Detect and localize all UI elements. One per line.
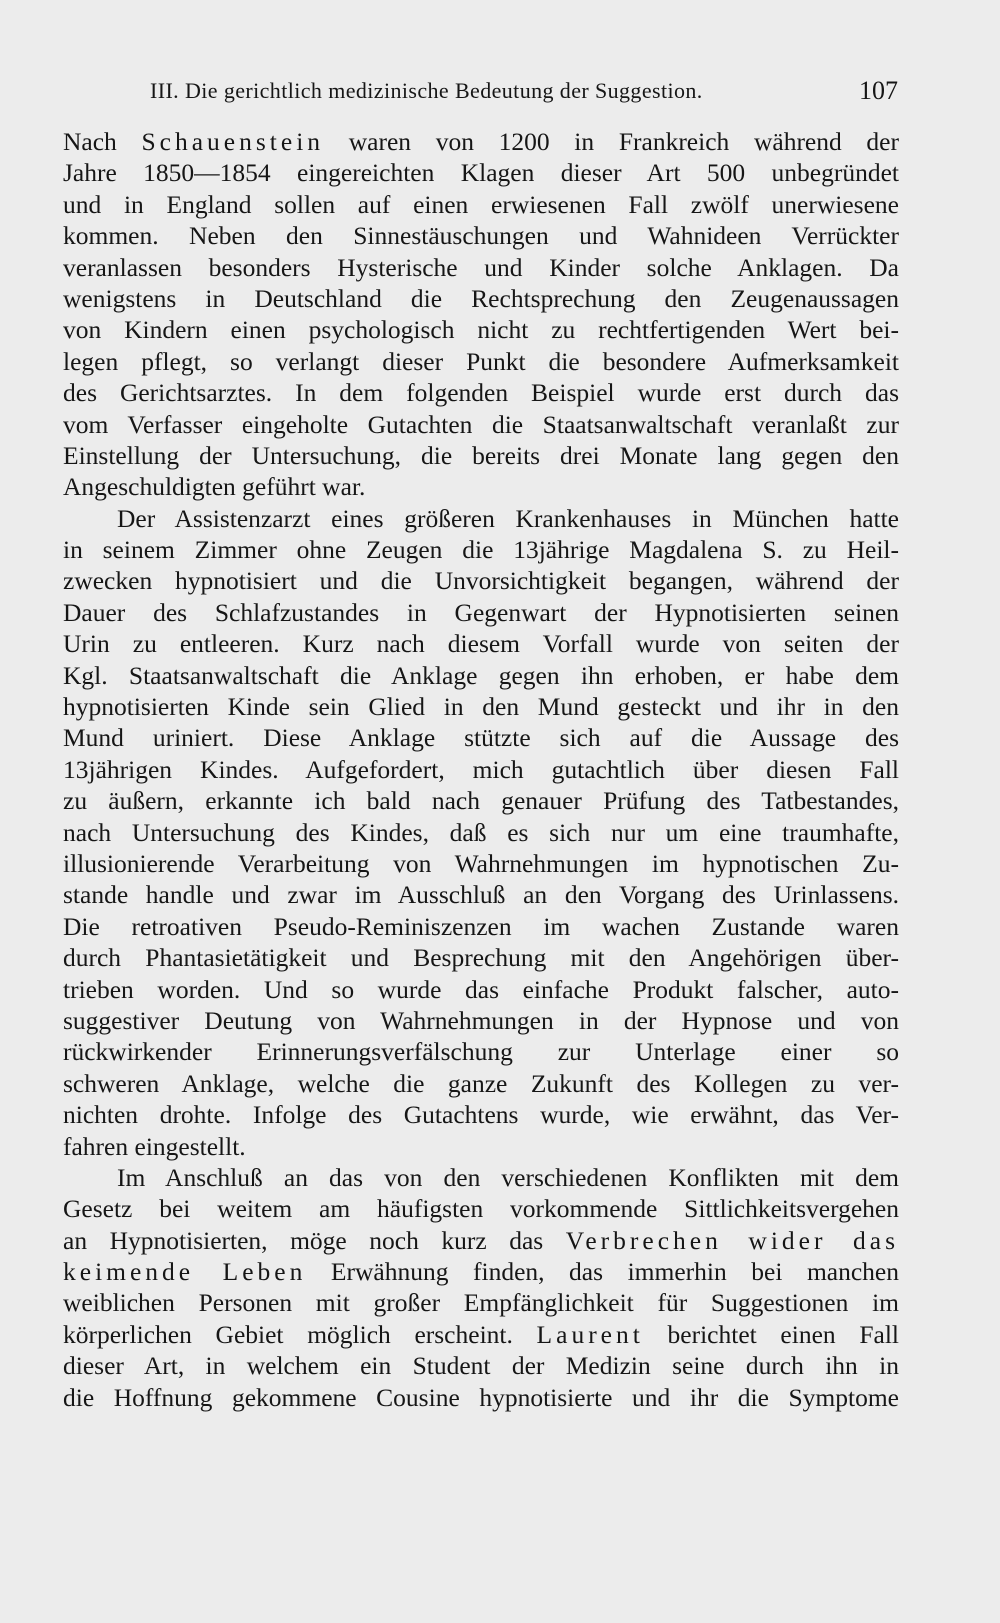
text-line xyxy=(63,754,899,785)
text-segment: waren von 1200 in Frankreich während der xyxy=(324,127,899,156)
text-segment: Jahre 1850—1854 eingereichten Klagen dieser Art 500 unbegründet xyxy=(63,158,899,188)
text-segment: Kgl. Staatsanwaltschaft die Anklage gegen ihn erhoben, er habe dem xyxy=(63,660,899,690)
text-segment: Gesetz bei weitem am häufigsten vorkommende Sittlichkeitsvergehen xyxy=(63,1194,899,1224)
text-line xyxy=(63,157,899,188)
text-line xyxy=(63,628,899,659)
text-line xyxy=(63,126,899,157)
text-segment: Der Assistenzarzt eines größeren Krankenhauses in München hatte xyxy=(117,503,899,533)
text-segment: vom Verfasser eingeholte Gutachten die Staatsanwaltschaft veranlaßt zur xyxy=(63,409,899,439)
text-segment: die Hoffnung gekommene Cousine hypnotisierte und ihr die Symptome xyxy=(63,1382,899,1412)
text-segment: hypnotisierten Kinde sein Glied in den Mund gesteckt und ihr in den xyxy=(63,692,899,722)
text-segment: stande handle und zwar im Ausschluß an den Vorgang des Urinlassens. xyxy=(63,880,899,910)
text-segment: zwecken hypnotisiert und die Unvorsichtigkeit begangen, während der xyxy=(63,566,899,596)
page-number: 107 xyxy=(859,76,898,105)
text-line xyxy=(63,597,899,628)
text-line xyxy=(63,440,899,471)
text-segment: suggestiver Deutung von Wahrnehmungen in der Hypnose und von xyxy=(63,1005,899,1035)
text-line xyxy=(63,660,899,691)
text-line xyxy=(63,409,899,440)
text-line xyxy=(63,1162,899,1193)
text-segment: 13jährigen Kindes. Aufgefordert, mich gutachtlich über diesen Fall xyxy=(63,754,899,784)
text-line xyxy=(63,942,899,973)
text-segment: illusionierende Verarbeitung von Wahrnehmungen im hypnotischen Zu- xyxy=(63,848,899,878)
text-segment: rückwirkender Erinnerungsverfälschung zur Unterlage einer so xyxy=(63,1037,899,1067)
text-line xyxy=(63,691,899,722)
text-segment: Dauer des Schlafzustandes in Gegenwart der Hypnotisierten seinen xyxy=(63,597,899,627)
text-line xyxy=(63,911,899,942)
text-line xyxy=(63,565,899,596)
text-segment: Die retroativen Pseudo-Reminiszenzen im wachen Zustande waren xyxy=(63,911,899,941)
text-segment: kommen. Neben den Sinnestäuschungen und Wahnideen Verrückter xyxy=(63,221,899,251)
text-line xyxy=(63,377,899,408)
text-segment: Urin zu entleeren. Kurz nach diesem Vorfall wurde von seiten der xyxy=(63,629,899,659)
text-line xyxy=(63,817,899,848)
body-text xyxy=(63,126,899,1413)
text-segment: durch Phantasietätigkeit und Besprechung mit den Angehörigen über- xyxy=(63,943,899,973)
text-segment: Einstellung der Untersuchung, die bereits drei Monate lang gegen den xyxy=(63,440,899,470)
text-line xyxy=(63,503,899,534)
spaced-emphasis: Laurent xyxy=(536,1319,644,1349)
text-segment: in seinem Zimmer ohne Zeugen die 13jährige Magdalena S. zu Heil- xyxy=(63,535,899,565)
text-line xyxy=(63,1131,899,1162)
text-line xyxy=(63,879,899,910)
text-segment: berichtet einen Fall xyxy=(643,1319,899,1349)
page-header xyxy=(150,74,898,108)
text-segment: Angeschuldigten geführt war. xyxy=(63,472,366,502)
text-line xyxy=(63,1036,899,1067)
text-line xyxy=(63,1350,899,1381)
text-line xyxy=(63,314,899,345)
text-segment: wenigstens in Deutschland die Rechtsprechung den Zeugenaussagen xyxy=(63,283,899,313)
spaced-emphasis: Schauenstein xyxy=(141,127,325,156)
text-line xyxy=(63,1225,899,1256)
text-line xyxy=(63,346,899,377)
text-segment: Nach xyxy=(63,127,142,156)
text-line xyxy=(63,1256,899,1287)
text-segment: dieser Art, in welchem ein Student der Medizin seine durch ihn in xyxy=(63,1351,899,1381)
text-segment: legen pflegt, so verlangt dieser Punkt die besondere Aufmerksamkeit xyxy=(63,346,899,376)
text-segment: fahren eingestellt. xyxy=(63,1131,246,1161)
text-line xyxy=(63,722,899,753)
text-segment: körperlichen Gebiet möglich erscheint. xyxy=(63,1319,537,1349)
text-segment: Im Anschluß an das von den verschiedenen Konflikten mit dem xyxy=(117,1162,899,1192)
text-line xyxy=(63,471,899,502)
text-segment: veranlassen besonders Hysterische und Kinder solche Anklagen. Da xyxy=(63,252,899,282)
text-line xyxy=(63,974,899,1005)
text-segment: und in England sollen auf einen erwiesenen Fall zwölf unerwiesene xyxy=(63,189,899,219)
text-segment: nach Untersuchung des Kindes, daß es sich nur um eine traumhafte, xyxy=(63,817,899,847)
text-line xyxy=(63,283,899,314)
text-segment: an Hypnotisierten, möge noch kurz das xyxy=(63,1225,566,1255)
text-line xyxy=(63,1193,899,1224)
text-segment: trieben worden. Und so wurde das einfache Produkt falscher, auto- xyxy=(63,974,899,1004)
text-line xyxy=(63,785,899,816)
text-line xyxy=(63,1287,899,1318)
spaced-emphasis: keimende Leben xyxy=(63,1257,307,1287)
text-line xyxy=(63,1319,899,1350)
text-segment: des Gerichtsarztes. In dem folgenden Beispiel wurde erst durch das xyxy=(63,378,899,408)
text-line xyxy=(63,1005,899,1036)
text-segment: von Kindern einen psychologisch nicht zu rechtfertigenden Wert bei- xyxy=(63,315,899,345)
text-line xyxy=(63,1068,899,1099)
text-segment: Erwähnung finden, das immerhin bei manchen xyxy=(306,1257,899,1287)
text-segment: weiblichen Personen mit großer Empfänglichkeit für Suggestionen im xyxy=(63,1288,899,1318)
running-title: III. Die gerichtlich medizinische Bedeutung der Suggestion. xyxy=(150,78,703,103)
text-line xyxy=(63,252,899,283)
text-segment: schweren Anklage, welche die ganze Zukunft des Kollegen zu ver- xyxy=(63,1068,899,1098)
text-segment: zu äußern, erkannte ich bald nach genauer Prüfung des Tatbestandes, xyxy=(63,786,899,816)
text-line xyxy=(63,189,899,220)
text-line xyxy=(63,220,899,251)
text-line xyxy=(63,1382,899,1413)
text-line xyxy=(63,848,899,879)
text-segment: Mund uriniert. Diese Anklage stützte sich auf die Aussage des xyxy=(63,723,899,753)
text-segment: nichten drohte. Infolge des Gutachtens wurde, wie erwähnt, das Ver- xyxy=(63,1100,899,1130)
spaced-emphasis: Verbrechen wider das xyxy=(565,1225,899,1255)
text-line xyxy=(63,534,899,565)
text-line xyxy=(63,1099,899,1130)
